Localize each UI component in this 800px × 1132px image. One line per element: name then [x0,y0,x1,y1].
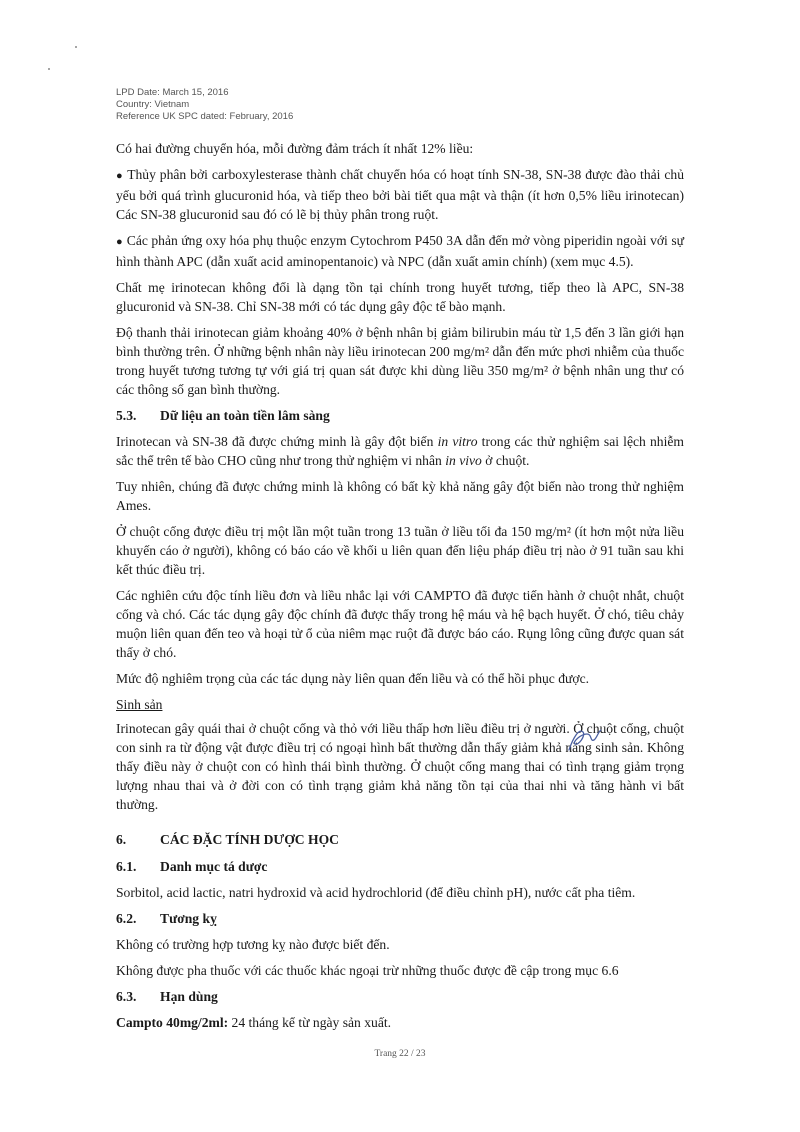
section-number: 6.1. [116,859,137,874]
scan-speck [48,68,50,70]
section-title: Danh mục tá dược [160,859,268,874]
reproduction-subheading: Sinh sản [116,697,163,712]
mixing-paragraph: Không được pha thuốc với các thuốc khác ngoại trừ những thuốc được đề cập trong mục 6.6 [116,963,619,978]
section-title: CÁC ĐẶC TÍNH DƯỢC HỌC [160,832,339,847]
bullet-text: Các phản ứng oxy hóa phụ thuộc enzym Cytochrom P450 3A dẫn đến mở vòng piperidin ngoài với sự hình thành APC (dẫn xuất acid aminopentanoic) và NPC (dẫn xuất amin chính) (xem mục 4.5). [116,233,684,269]
section-heading-5-3 [116,406,684,425]
reproduction-paragraph: Irinotecan gây quái thai ở chuột cống và thỏ với liều thấp hơn liều điều trị ở người. Ở chuột cống, chuột con sinh ra từ động vật được điều trị có ngoại hình bất thường dẫn thấy giảm khả năng sinh sản. Không thấy điều này ở chuột con có hình thái bình thường. Ở chuột cống mang thai có tình trạng giảm trọng lượng nhau thai và ở đời con có tình trạng giảm khả năng tồn tại của thai nhi và tăng hành vi bất thường. [116,721,684,812]
severity-paragraph: Mức độ nghiêm trọng của các tác dụng này liên quan đến liều và có thể hồi phục được. [116,671,590,686]
scan-speck [75,46,77,48]
section-heading-6-1 [116,857,684,876]
bullet-text: Thủy phân bởi carboxylesterase thành chất chuyển hóa có hoạt tính SN-38, SN-38 được đào thải chủ yếu bởi quá trình glucuronid hóa, và tiếp theo bởi bài tiết qua mật và thận (ít hơn 0,5% liều irinotecan) Các SN-38 glucuronid sau đó có lẽ bị thủy phân trong ruột. [116,167,684,222]
section-number: 6.3. [116,989,137,1004]
section-title: Hạn dùng [160,989,218,1004]
bullet-item [116,231,684,271]
bullet-icon: ● [116,236,123,248]
toxicity-paragraph: Các nghiên cứu độc tính liều đơn và liều nhắc lại với CAMPTO đã được tiến hành ở chuột nhắt, chuột cống và chó. Các tác dụng gây độc chính đã được thấy trong hệ máu và hệ bạch huyết. Ở chó, tiêu chảy muộn liên quan đến teo và hoại tử ổ của niêm mạc ruột đã được báo cáo. Rụng lông cũng được quan sát thấy ở chó. [116,588,684,660]
header-lpd-date: LPD Date: March 15, 2016 [116,87,229,98]
section-number: 5.3. [116,408,137,423]
page-number: Trang 22 / 23 [374,1049,426,1059]
section-title: Tương kỵ [160,911,217,926]
handwritten-initials-mark [563,722,605,756]
mutagenicity-paragraph: Irinotecan và SN-38 đã được chứng minh là gây đột biến in vitro trong các thử nghiệm sai lệch nhiễm sắc thể trên tế bào CHO cũng như trong thử nghiệm vi nhân in vivo ở chuột. [116,434,684,468]
document-body [116,139,684,1039]
section-number: 6.2. [116,911,137,926]
bullet-item [116,165,684,224]
parent-drug-paragraph: Chất mẹ irinotecan không đổi là dạng tồn tại chính trong huyết tương, tiếp theo là APC, SN-38 glucuronid và SN-38. Chỉ SN-38 mới có tác dụng gây độc tế bào mạnh. [116,280,684,314]
carcinogenicity-paragraph: Ở chuột cống được điều trị một lần một tuần trong 13 tuần ở liều tối đa 150 mg/m² (ít hơn một nửa liều khuyến cáo ở người), không có báo cáo về khối u liên quan đến liệu pháp điều trị nào ở 91 tuần sau khi kết thúc điều trị. [116,524,684,577]
excipients-paragraph: Sorbitol, acid lactic, natri hydroxid và acid hydrochlorid (để điều chỉnh pH), nước cất pha tiêm. [116,885,636,900]
ames-paragraph: Tuy nhiên, chúng đã được chứng minh là không có bất kỳ khả năng gây đột biến nào trong thử nghiệm Ames. [116,479,684,513]
section-heading-6-3 [116,987,684,1006]
section-number: 6. [116,832,127,847]
incompatibility-paragraph: Không có trường hợp tương kỵ nào được biết đến. [116,937,390,952]
shelf-life-paragraph [116,1013,684,1032]
document-header [116,87,293,123]
section-heading-6 [116,830,684,849]
section-title: Dữ liệu an toàn tiền lâm sàng [160,408,330,423]
header-country: Country: Vietnam [116,99,190,110]
bullet-icon: ● [116,170,124,182]
header-reference: Reference UK SPC dated: February, 2016 [116,111,294,122]
intro-paragraph: Có hai đường chuyển hóa, mỗi đường đảm trách ít nhất 12% liều: [116,141,474,156]
shelf-life-text: 24 tháng kể từ ngày sản xuất. [228,1015,392,1030]
section-heading-6-2 [116,909,684,928]
product-label: Campto 40mg/2ml: [116,1015,229,1030]
clearance-paragraph: Độ thanh thải irinotecan giảm khoảng 40% ở bệnh nhân bị giảm bilirubin máu từ 1,5 đến 3 lần giới hạn bình thường trên. Ở những bệnh nhân này liều irinotecan 200 mg/m² dẫn đến mức phơi nhiễm của thuốc trong huyết tương tương tự với giá trị quan sát được khi dùng liều 350 mg/m² ở bệnh nhân ung thư có các thông số gan bình thường. [116,325,684,397]
